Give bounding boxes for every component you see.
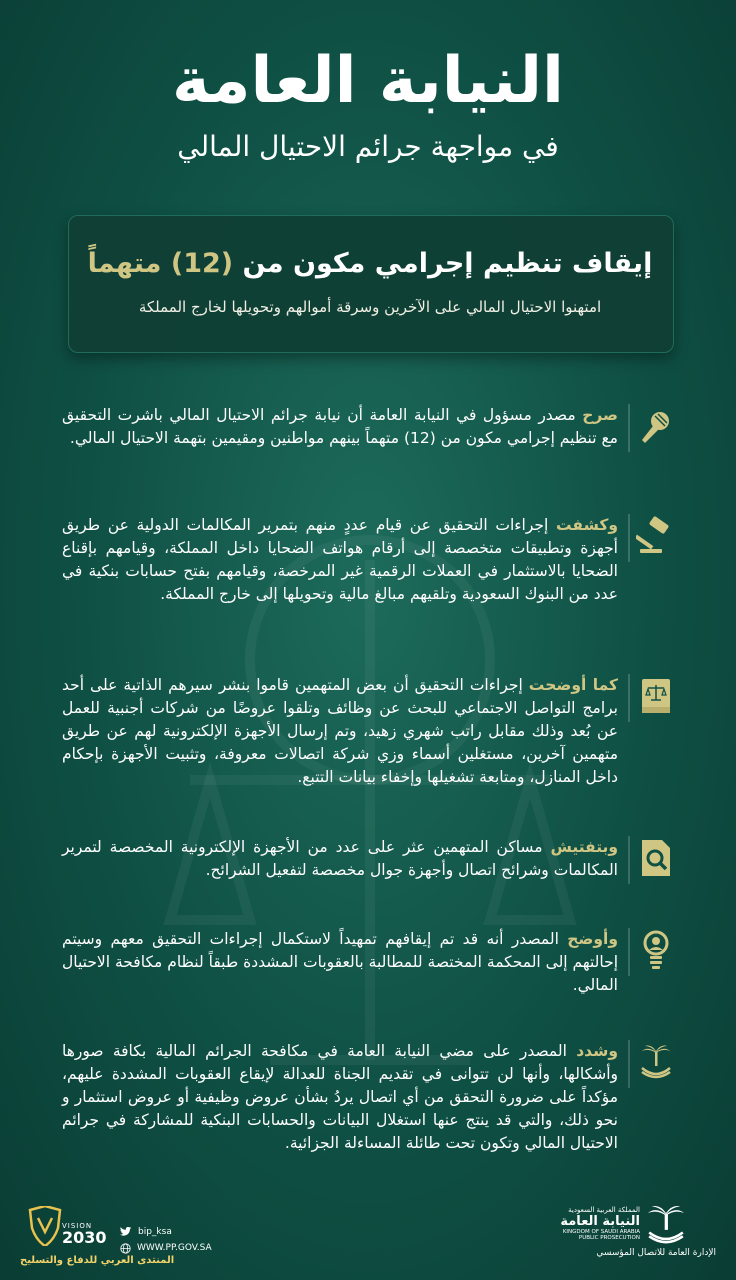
section-referral xyxy=(62,928,618,997)
org-kingdom: المملكة العربية السعودية xyxy=(568,1206,640,1214)
saudi-emblem-logo xyxy=(640,1204,692,1248)
vision-2030-logo xyxy=(62,1222,114,1246)
section-text: إجراءات التحقيق أن بعض المتهمين قاموا بنشر سيرهم الذاتية على أحد برامج التواصل الاجتماعي للبحث عن وظائف وتلقوا عروضًا من شركات أجنبية للعمل عن بُعد وذلك مقابل راتب شهري زهيد، وتم إرسال الأجهزة الإلكترونية لهم عن طريق متهمين آخرين، مستغلين أسماء وزي شركة اتصالات معروفة، وتثبيت الأجهزة بإحكام داخل المنازل، ومتابعة تشغيلها وإخفاء بيانات التتبع. xyxy=(62,676,618,786)
law-book-icon xyxy=(636,676,676,716)
section-divider xyxy=(628,674,630,722)
section-statement xyxy=(62,404,618,450)
section-lead: صرح xyxy=(582,406,618,424)
org-name: النيابة العامة xyxy=(560,1214,640,1229)
twitter-bird-icon xyxy=(120,1227,132,1237)
section-divider xyxy=(628,514,630,562)
document-search-icon xyxy=(636,838,676,878)
section-divider xyxy=(628,836,630,884)
page-title: النيابة العامة xyxy=(172,44,564,118)
section-text: المصدر أنه قد تم إيقافهم تمهيداً لاستكمال إجراءات التحقيق معهم وسيتم إحالتهم إلى المحكمة المختصة للمطالبة بالعقوبات المشددة طبقاً لنظام مكافحة الاحتيال المالي. xyxy=(62,930,618,994)
section-lead: وكشفت xyxy=(556,516,618,534)
section-text: المصدر على مضي النيابة العامة في مكافحة الجرائم المالية بكافة صورها وأشكالها، وأنها لن تتوانى في تقديم الجناة للعدالة لإيقاع العقوبات المشددة عليهم، مؤكداً على ضرورة التحقق من أي اتصال يردُ بشأن عروض وظيفية أو عروض استثمار و نحو ذلك، والتي قد ينتج عنها استغلال البيانات والحسابات البنكية للمشاركة في جرائم الاحتيال المالي وتكون تحت طائلة المساءلة الجزائية. xyxy=(62,1042,618,1152)
website-row[interactable] xyxy=(120,1240,260,1256)
forum-watermark: المنتدى العربي للدفاع والتسليح xyxy=(20,1255,175,1266)
headline-title xyxy=(68,248,672,279)
website-url: WWW.PP.GOV.SA xyxy=(137,1243,212,1253)
microphone-icon xyxy=(636,406,676,446)
page-subtitle: في مواجهة جرائم الاحتيال المالي xyxy=(177,130,559,163)
section-divider xyxy=(628,928,630,976)
vision-year: 2030 xyxy=(62,1228,107,1247)
globe-icon xyxy=(120,1243,131,1254)
vision-label: VISION xyxy=(62,1222,93,1230)
contact-block xyxy=(120,1224,260,1256)
gavel-icon xyxy=(636,516,676,556)
section-lead: كما أوضحت xyxy=(528,676,618,694)
department-name: الإدارة العامة للاتصال المؤسسي xyxy=(596,1248,716,1258)
person-idea-icon xyxy=(636,930,676,970)
org-en-line2: PUBLIC PROSECUTION xyxy=(578,1235,640,1241)
saudi-emblem-icon xyxy=(636,1042,676,1082)
org-en-line1: KINGDOM OF SAUDI ARABIA xyxy=(562,1229,640,1235)
section-divider xyxy=(628,1040,630,1088)
section-emphasis xyxy=(62,1040,618,1155)
section-lead: وبتفتيش xyxy=(550,838,618,856)
section-disclosure xyxy=(62,514,618,606)
section-clarification xyxy=(62,674,618,789)
shield-badge-icon xyxy=(28,1206,62,1246)
headline-title-accent: (12) متهماً xyxy=(87,248,234,279)
section-lead: وأوضح xyxy=(567,930,618,948)
twitter-row[interactable] xyxy=(120,1224,260,1240)
org-block xyxy=(560,1206,640,1241)
headline-subtitle: امتهنوا الاحتيال المالي على الآخرين وسرقة أموالهم وتحويلها لخارج المملكة xyxy=(138,298,602,316)
section-text: مساكن المتهمين عثر على عدد من الأجهزة الإلكترونية المخصصة لتمرير المكالمات وشرائح اتصال وأجهزة جوال مخصصة لتفعيل الشرائح. xyxy=(62,838,618,879)
twitter-handle: bip_ksa xyxy=(138,1227,172,1237)
section-lead: وشدد xyxy=(576,1042,618,1060)
headline-title-main: إيقاف تنظيم إجرامي مكون من xyxy=(233,248,653,279)
headline-box xyxy=(68,215,674,353)
section-divider xyxy=(628,404,630,452)
section-text: مصدر مسؤول في النيابة العامة أن نيابة جرائم الاحتيال المالي باشرت التحقيق مع تنظيم إجرامي مكون من (12) متهماً بينهم مواطنين ومقيمين بتهمة الاحتيال المالي. xyxy=(62,406,618,447)
section-text: إجراءات التحقيق عن قيام عددٍ منهم بتمرير المكالمات الدولية عن طريق أجهزة وتطبيقات متخصصة إلى أرقام هواتف الضحايا داخل المملكة، وقيامهم بإقناع الضحايا بالاستثمار في العملات الرقمية غير المرخصة، وقيامهم بفتح حسابات بنكية في عدد من البنوك السعودية وتلقيهم مبالغ مالية وتحويلها إلى خارج المملكة. xyxy=(62,516,618,603)
section-search xyxy=(62,836,618,882)
